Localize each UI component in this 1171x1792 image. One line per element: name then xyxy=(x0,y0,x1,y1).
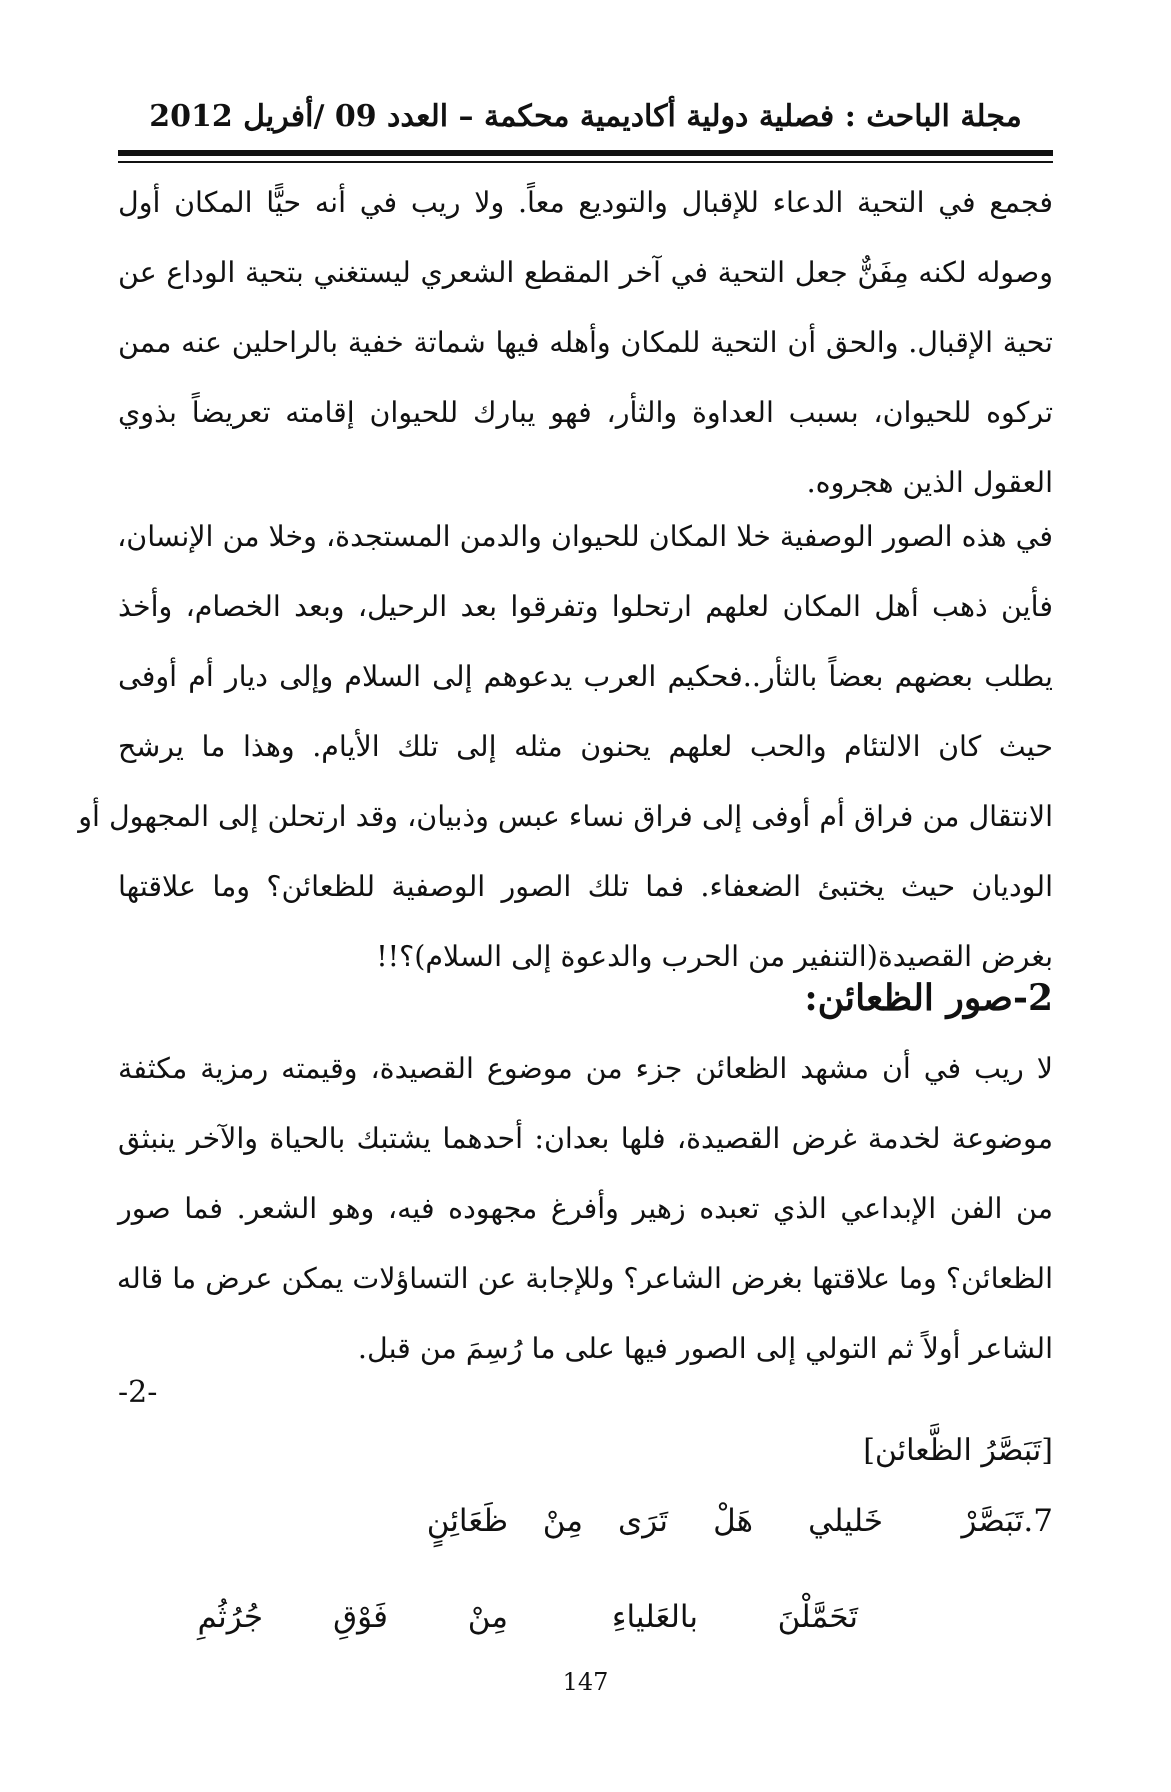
poem-line-1 xyxy=(118,1486,1053,1556)
text-line: العقول الذين هجروه. xyxy=(806,466,1053,499)
text-line: موضوعة لخدمة غرض القصيدة، فلها بعدان: أحدهما يشتبك بالحياة والآخر ينبثق xyxy=(118,1122,1053,1155)
text-line: الشاعر أولاً ثم التولي إلى الصور فيها على ما رُسِمَ من قبل. xyxy=(357,1332,1053,1365)
poem-word: خَليلي xyxy=(808,1503,883,1539)
text-line: فأين ذهب أهل المكان لعلهم ارتحلوا وتفرقوا بعد الرحيل، وبعد الخصام، وأخذ xyxy=(118,590,1053,623)
text-line: تركوه للحيوان، بسبب العداوة والثأر، فهو يبارك للحيوان إقامته تعريضاً بذوي xyxy=(118,396,1053,429)
text-line: حيث كان الالتئام والحب لعلهم يحنون مثله إلى تلك الأيام. وهذا ما يرشح xyxy=(118,730,1053,763)
text-line: الانتقال من فراق أم أوفى إلى فراق نساء عبس وذبيان، وقد ارتحلن إلى المجهول أو xyxy=(78,800,1053,833)
text-line: وصوله لكنه مِفَنٌّ جعل التحية في آخر المقطع الشعري ليستغني بتحية الوداع عن xyxy=(118,256,1053,289)
paragraph-2 xyxy=(78,502,1053,992)
paragraph-3 xyxy=(118,1034,1053,1384)
poem-word: بالعَلياءِ xyxy=(611,1599,698,1635)
running-header: مجلة الباحث : فصلية دولية أكاديمية محكمة – العدد 09 /أفريل 2012 xyxy=(149,99,1022,134)
poem-word: تَرَى xyxy=(618,1503,668,1539)
header-rule-thick xyxy=(118,150,1053,156)
poem-word: مِنْ xyxy=(467,1599,508,1635)
paragraph-1 xyxy=(118,168,1053,518)
text-line: الظعائن؟ وما علاقتها بغرض الشاعر؟ وللإجابة عن التساؤلات يمكن عرض ما قاله xyxy=(116,1262,1053,1295)
poem-word: ظَعَائِنٍ xyxy=(426,1503,508,1539)
text-line: من الفن الإبداعي الذي تعبده زهير وأفرغ مجهوده فيه، وهو الشعر. فما صور xyxy=(118,1192,1053,1225)
text-line: في هذه الصور الوصفية خلا المكان للحيوان والدمن المستجدة، وخلا من الإنسان، xyxy=(117,520,1053,553)
page-number: 147 xyxy=(562,1668,609,1696)
poem-line-2 xyxy=(118,1582,1053,1652)
poem-word: جُرُثُمِ xyxy=(197,1599,263,1635)
poem-word: مِنْ xyxy=(542,1503,583,1539)
poem-word: هَلْ xyxy=(713,1503,753,1539)
poem-word: 7.تَبَصَّرْ xyxy=(961,1503,1053,1539)
section-number: -2- xyxy=(118,1375,158,1410)
text-line: فجمع في التحية الدعاء للإقبال والتوديع معاً. ولا ريب في أنه حيًّا المكان أول xyxy=(118,186,1053,219)
section-heading: 2-صور الظعائن: xyxy=(804,977,1053,1019)
text-line: يطلب بعضهم بعضاً بالثأر..فحكيم العرب يدعوهم إلى السلام وإلى ديار أم أوفى xyxy=(118,660,1053,693)
text-line: لا ريب في أن مشهد الظعائن جزء من موضوع القصيدة، وقيمته رمزية مكثفة xyxy=(118,1052,1053,1085)
text-line: تحية الإقبال. والحق أن التحية للمكان وأهله فيها شماتة خفية بالراحلين عنه ممن xyxy=(118,326,1053,359)
header-rule-thin xyxy=(118,161,1053,163)
poem-word: فَوْقِ xyxy=(333,1599,388,1635)
text-line: بغرض القصيدة(التنفير من الحرب والدعوة إلى السلام)؟!! xyxy=(376,940,1053,973)
poem-title: [تَبَصَّرُ الظَّعائن] xyxy=(863,1433,1053,1468)
text-line: الوديان حيث يختبئ الضعفاء. فما تلك الصور الوصفية للظعائن؟ وما علاقتها xyxy=(118,870,1053,903)
poem-word: تَحَمَّلْنَ xyxy=(777,1599,858,1635)
